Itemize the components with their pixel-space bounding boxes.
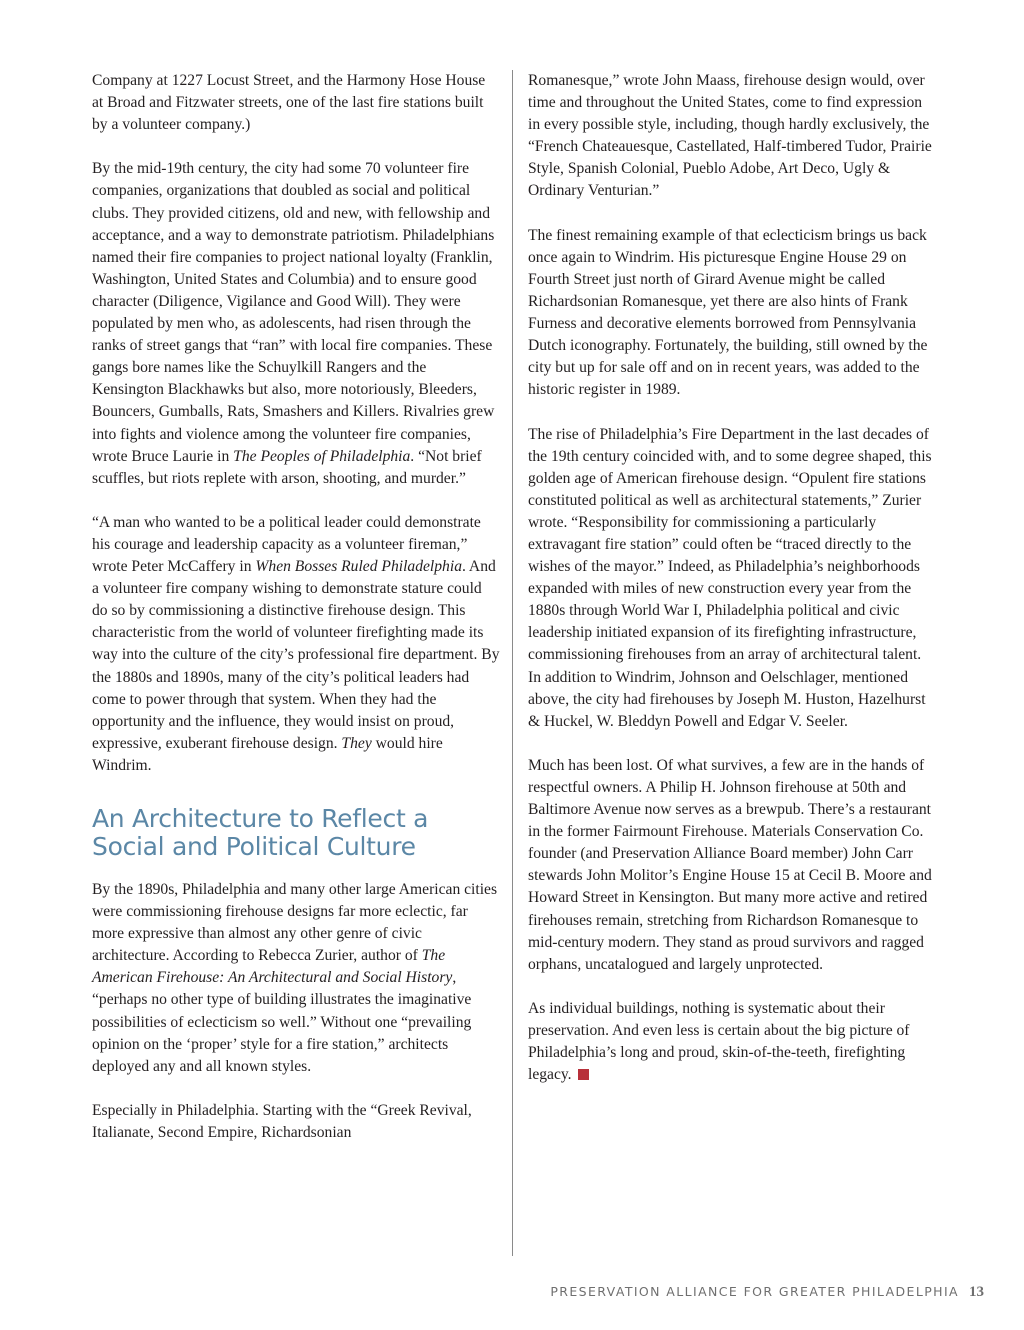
paragraph (92, 158, 500, 489)
column-divider (512, 70, 513, 1256)
left-column (92, 70, 500, 1144)
text-run: , “perhaps no other type of building illustrates the imaginative possibilities of eclecticism so well.” Without one “prevailing opinion on the ‘proper’ style for a fire station,” architects deployed any and all known styles. (92, 969, 472, 1075)
paragraph: Company at 1227 Locust Street, and the Harmony Hose House at Broad and Fitzwater streets, one of the last fire stations built by a volunteer company.) (92, 72, 486, 134)
paragraph: Romanesque,” wrote John Maass, firehouse design would, over time and throughout the United States, come to find expression in every possible style, including, though hardly exclusively, the “French Chateauesque, Castellated, Half-timbered Tudor, Prairie Style, Spanish Colonial, Pueblo Adobe, Art Deco, Ugly & Ordinary Venturian.” (528, 72, 932, 200)
footer-organization: PRESERVATION ALLIANCE FOR GREATER PHILADELPHIA (550, 1284, 959, 1299)
paragraph: The finest remaining example of that eclecticism brings us back once again to Windrim. His picturesque Engine House 29 on Fourth Street just north of Girard Avenue might be called Richardsonian Romanesque, yet there are also hints of Frank Furness and decorative elements borrowed from Pennsylvania Dutch iconography. Fortunately, the building, still owned by the city but up for sale off and on in recent years, was added to the historic register in 1989. (528, 226, 928, 399)
text-run: would hire Windrim. (92, 734, 443, 774)
text-run: . “Not brief scuffles, but riots replete with arson, shooting, and murder.” (92, 447, 482, 487)
text-run: “A man who wanted to be a political leader could demonstrate his courage and leadership capacity as a volunteer fireman,” wrote Peter McCaffery in (92, 513, 481, 576)
text-run: As individual buildings, nothing is systematic about their preservation. And even less is certain about the big picture of Philadelphia’s long and proud, skin-of-the-teeth, firefighting legacy. (528, 999, 910, 1084)
paragraph (92, 879, 500, 1078)
page-number: 13 (969, 1284, 984, 1300)
book-title: The Peoples of Philadelphia (233, 447, 411, 465)
text-run: . And a volunteer fire company wishing to demonstrate stature could do so by commissioning a distinctive firehouse design. This characteristic from the world of volunteer firefighting made its way into the culture of the city’s professional fire department. By the 1880s and 1890s, many of the city’s political leaders had come to power through that system. When they had the opportunity and the influence, they would insist on proud, expressive, exuberant firehouse design. (92, 558, 500, 752)
section-heading: An Architecture to Reflect a Social and Political Culture (92, 804, 429, 861)
paragraph: Much has been lost. Of what survives, a few are in the hands of respectful owners. A Philip H. Johnson firehouse at 50th and Baltimore Avenue now serves as a brewpub. There’s a restaurant in the former Fairmount Firehouse. Materials Conservation Co. founder (and Preservation Alliance Board member) John Carr stewards John Molitor’s Engine House 15 at Cecil B. Moore and Howard Street in Kensington. But many more active and retired firehouses remain, stretching from Richardson Romanesque to mid-century modern. They stand as proud survivors and ragged orphans, uncatalogued and largely unprotected. (528, 756, 932, 973)
book-title: The American Firehouse: An Architectural and Social History (92, 947, 453, 987)
paragraph: Especially in Philadelphia. Starting with the “Greek Revival, Italianate, Second Empire, Richardsonian (92, 1101, 472, 1142)
paragraph (92, 512, 500, 777)
book-title: When Bosses Ruled Philadelphia (255, 558, 462, 576)
end-of-article-mark (578, 1069, 589, 1080)
right-column (528, 70, 938, 1086)
emphasis: They (341, 734, 372, 752)
text-run: By the mid-19th century, the city had some 70 volunteer fire companies, organizations that doubled as social and political clubs. They provided citizens, old and new, with fellowship and acceptance, and a way to demonstrate patriotism. Philadelphians named their fire companies to project national loyalty (Franklin, Washington, United States and Columbia) and to ensure good character (Diligence, Vigilance and Good Will). They were populated by men who, as adolescents, had risen through the ranks of street gangs that “ran” with local fire companies. These gangs bore names like the Schuylkill Rangers and the Kensington Blackhawks but also, more notoriously, Bleeders, Bouncers, Gumballs, Rats, Smashers and Killers. Rivalries grew into fights and violence among the volunteer fire companies, wrote Bruce Laurie in (92, 160, 495, 465)
text-run: By the 1890s, Philadelphia and many other large American cities were commissioning firehouse designs far more eclectic, far more expressive than almost any other genre of civic architecture. According to Rebecca Zurier, author of (92, 881, 498, 965)
paragraph (528, 998, 938, 1086)
page-footer (550, 1284, 984, 1301)
paragraph: The rise of Philadelphia’s Fire Department in the last decades of the 19th century coincided with, and to some degree shaped, this golden age of American firehouse design. “Opulent fire stations constituted political as well as architectural statements,” Zurier wrote. “Responsibility for commissioning a particularly extravagant fire station” could often be “traced directly to the wishes of the mayor.” Indeed, as Philadelphia’s neighborhoods expanded with miles of new construction every year from the 1880s through World War I, Philadelphia political and civic leadership initiated expansion of its firefighting infrastructure, commissioning firehouses from an array of architectural talent. In addition to Windrim, Johnson and Oelschlager, mentioned above, the city had firehouses by Joseph M. Huston, Hazelhurst & Huckel, W. Bleddyn Powell and Edgar V. Seeler. (528, 425, 932, 730)
